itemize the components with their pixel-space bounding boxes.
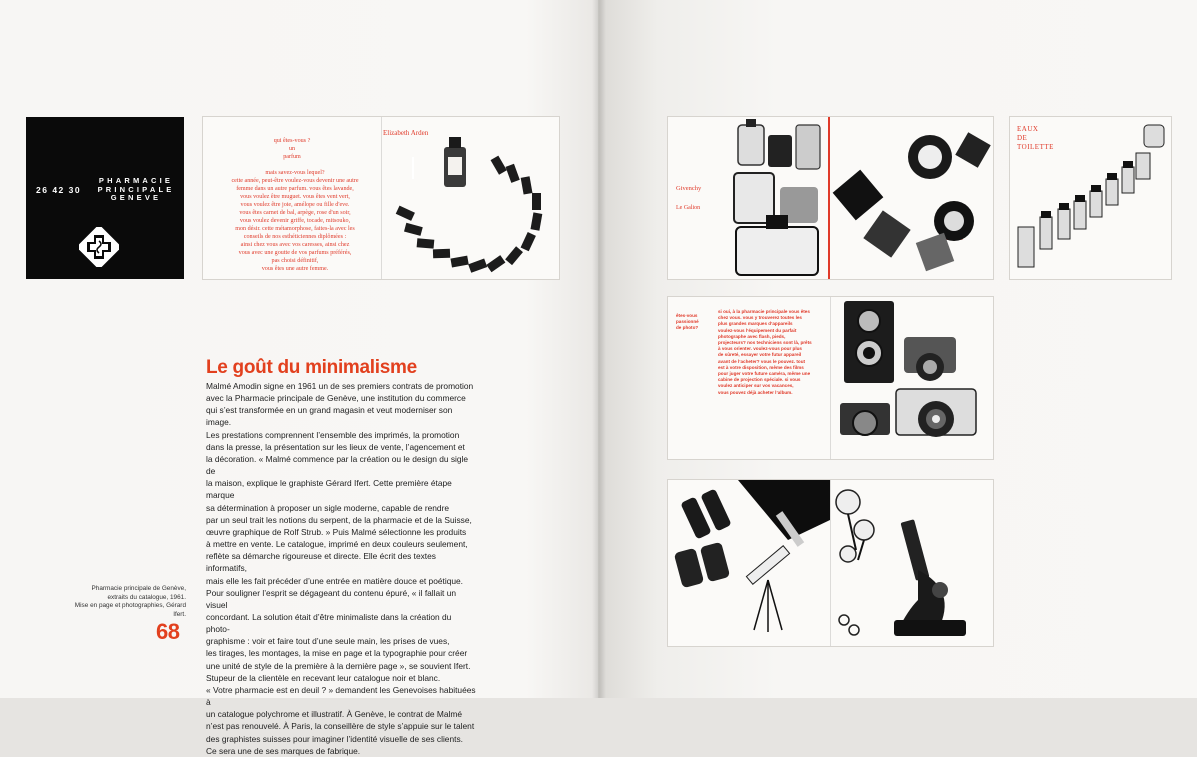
body-line: avec la Pharmacie principale de Genève, une institution du commerce <box>206 393 466 404</box>
text-line: femme dans un autre parfum. vous êtes lavande, <box>236 186 354 192</box>
body-line: des graphistes suisses pour imaginer l’identité visuelle de ses clients. <box>206 733 463 744</box>
text-line: parfum <box>283 154 301 160</box>
text-line: si oui, à la pharmacie principale vous êtes <box>718 309 810 314</box>
text-line: cabine de projection spéciale. si vous <box>718 377 801 383</box>
body-line: qui s’est transformée en un grand magasin et veut moderniser son image. <box>206 405 453 428</box>
text-line: un <box>288 146 296 152</box>
text-line: de photo? <box>676 325 699 331</box>
page-number: 68 <box>156 619 180 644</box>
text-line: mais savez-vous lequel? <box>265 170 325 176</box>
perfume-bottles-photo <box>668 117 993 279</box>
text-line: passionné <box>676 319 699 325</box>
text-line: pour juger votre future caméra, même une <box>718 371 811 377</box>
camera-body <box>718 309 828 396</box>
pharmacie-cross-icon <box>79 227 119 267</box>
article-headline: Le goût du minimalisme <box>206 357 417 378</box>
body-line: reflète sa démarche rigoureuse et directe. Elle écrit des textes informatifs, <box>206 551 436 574</box>
text-line: TOILETTE <box>1017 143 1054 151</box>
body-line: graphisme : voir et faire tout d’une seule main, les prises de vues, <box>206 636 450 647</box>
text-line: vous êtes une autre femme. <box>261 266 329 272</box>
body-line: la décoration. « Malmé commence par la création ou le design du sigle de <box>206 453 469 477</box>
text-line: voulez anticiper sur vos vacances, <box>718 383 794 389</box>
body-line: la maison, explique le graphiste Gérard Ifert. Cette première étape marque <box>206 478 452 501</box>
caption-line: extraits du catalogue, 1961. <box>107 593 186 601</box>
text-line: avant de l’acheter? vous le pouvez. tout <box>718 358 806 364</box>
text-line: pas choisi définitif, <box>271 258 319 264</box>
text-line: voulez-vous l’équipement du parfait <box>718 327 797 333</box>
logo-name-line: PRINCIPALE <box>97 184 175 194</box>
logo-phone-number: 26 42 30 <box>36 185 82 195</box>
optics-photo <box>668 480 993 646</box>
body-line: une unité de style de la première à la dernière page », se souvient Ifert. <box>206 660 471 671</box>
perfume-body <box>221 169 369 273</box>
body-line: sa détermination à proposer un sigle moderne, capable de rendre <box>206 502 450 513</box>
text-line: EAUX <box>1017 125 1039 133</box>
body-line: un catalogue polychrome et illustratif. À Genève, le contrat de Malmé <box>206 709 463 720</box>
perfume-poem <box>203 117 381 279</box>
body-line: concordant. La solution était d’être minimaliste dans la création du photo- <box>206 611 452 635</box>
body-line: par un seul trait les notions du serpent, de la pharmacie et de la Suisse, <box>206 514 472 525</box>
text-line: de sûreté, essayer votre futur appareil <box>718 352 802 358</box>
text-line: vous voulez être joie, amélope ou fille d'eve. <box>240 202 350 208</box>
body-line: Stupeur de la clientèle en recevant leur catalogue noir et blanc. <box>206 672 441 683</box>
brand-givenchy: Givenchy <box>676 185 702 192</box>
body-line: « Votre pharmacie est en deuil ? » demandent les Genevoises habituées à <box>206 684 476 708</box>
logo-name-line: GENEVE <box>110 193 162 202</box>
perfume-brand-title: Elizabeth Arden <box>383 129 429 137</box>
perfume-catalogue-spread <box>203 117 559 279</box>
text-line: êtes-vous <box>676 313 698 318</box>
caption-line: Pharmacie principale de Genève, <box>91 585 186 592</box>
camera-question <box>676 313 699 332</box>
body-line: mais elle les fait précéder d’une entrée en matière douce et poétique. <box>206 575 463 586</box>
text-line: à vous orienter. voulez-vous pour plus <box>718 346 802 352</box>
text-line: cette année, peut-être voulez-vous devenir une autre <box>231 178 359 184</box>
text-line: vous êtes carnet de bal, arpège, rose d'un soir, <box>239 210 351 216</box>
text-line: vous avec une goutte de vos parfums préférés, <box>238 250 352 256</box>
body-line: Malmé Amodin signe en 1961 un de ses premiers contrats de promotion <box>206 381 474 391</box>
perfume-bottles-photo <box>382 117 559 279</box>
optics-catalogue-spread <box>668 480 993 646</box>
text-line: conseils de nos esthéticiennes diplômées : <box>243 234 347 240</box>
text-line: projecteurs? nos techniciens sont là, prêts <box>718 340 812 346</box>
text-line: vous voulez devenir griffe, tocade, mitsouko, <box>239 218 351 224</box>
image-caption <box>62 585 186 619</box>
toilette-bottles-photo <box>1010 117 1171 279</box>
pharmacie-logo-card <box>26 117 184 279</box>
body-line: œuvre graphique de Rolf Strub. » Puis Malmé sélectionne les produits <box>206 526 467 537</box>
text-line: vous voulez être muguet. vous êtes vent vert, <box>240 194 350 200</box>
text-line: chez vous. vous y trouverez toutes les <box>718 315 802 321</box>
logo-name-line: PHARMACIE <box>98 176 174 185</box>
article-body <box>206 380 476 757</box>
text-line: ainsi chez vous avec vos caresses, ainsi chez <box>240 242 350 248</box>
text-line: mon désir. cette métamorphose, faites-la avec les <box>235 226 355 232</box>
caption-line: Mise en page et photographies, Gérard Ifert. <box>74 602 186 618</box>
body-line: les tirages, les montages, la mise en page et la typographie pour créer <box>206 648 468 659</box>
logo-name <box>88 177 184 203</box>
text-line: photographe avec flash, pieds, <box>718 333 786 339</box>
text-line: vous pouvez déjà acheter l’album. <box>718 389 793 395</box>
body-line: Pour souligner l’esprit se dégageant du contenu épuré, « il fallait un visuel <box>206 587 457 610</box>
text-line: est à votre disposition, même des films <box>718 364 804 370</box>
perfume-question <box>203 137 381 161</box>
text-line: plus grandes marques d’appareils <box>718 321 793 327</box>
fragrance-catalogue-spread <box>668 117 993 279</box>
cameras-photo <box>830 297 993 459</box>
book-gutter <box>592 0 606 698</box>
text-line: DE <box>1017 134 1028 142</box>
eaux-de-toilette-page <box>1010 117 1171 279</box>
body-line: Les prestations comprennent l’ensemble des imprimés, la promotion <box>206 429 460 440</box>
product-le-galion: Le Galion <box>676 205 701 211</box>
camera-catalogue-spread <box>668 297 993 459</box>
body-line: dans la presse, la présentation sur les lieux de vente, l’agencement et <box>206 441 465 452</box>
body-line: à mettre en vente. Le catalogue, imprimé en deux couleurs seulement, <box>206 539 468 550</box>
text-line: qui êtes-vous ? <box>273 138 311 144</box>
body-line: Ce sera une de ses marques de fabrique. <box>206 745 361 756</box>
body-line: n’est pas renouvelé. À Paris, la conseillère de style s’appuie sur le talent <box>206 721 475 732</box>
